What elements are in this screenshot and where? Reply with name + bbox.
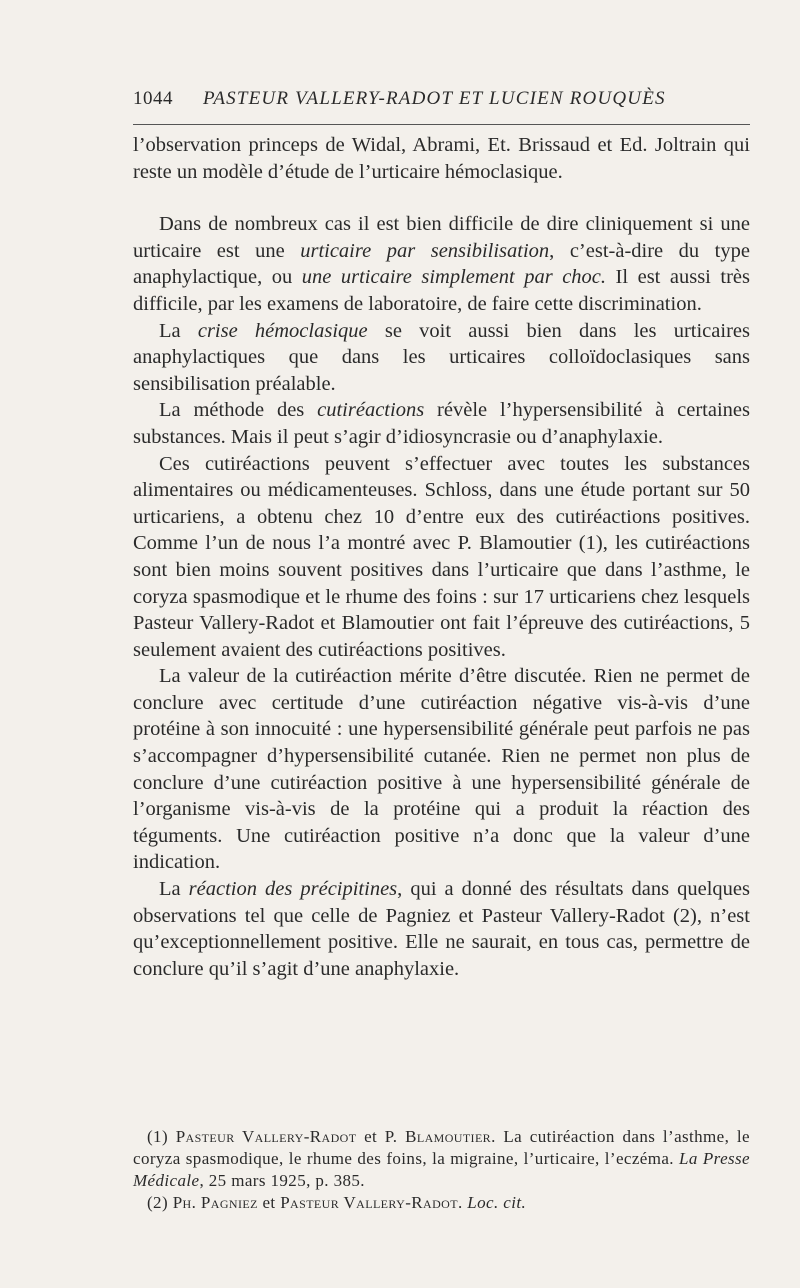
footnote-number: (2) <box>147 1193 173 1212</box>
paragraph-clinical-diagnosis <box>133 211 750 317</box>
paragraph-continued: l’observation princeps de Widal, Abrami, Et. Brissaud et Ed. Joltrain qui reste un modèle d’étude de l’urticaire hémoclasique. <box>133 134 750 183</box>
text-run: Il est aussi très difficile, par les examens de laboratoire, de faire cette discrimination. <box>133 266 750 315</box>
footnote-reference: Loc. cit. <box>467 1193 527 1212</box>
emphasis: réaction des précipitines <box>188 878 398 901</box>
text-run: , 25 mars 1925, p. 385. <box>199 1171 365 1190</box>
header-rule <box>133 124 750 125</box>
emphasis: urticaire par sensibilisation <box>300 239 550 262</box>
emphasis: crise hémoclasique <box>197 319 368 342</box>
footnote-1 <box>133 1126 750 1192</box>
footnote-author: Blamoutier <box>405 1127 492 1146</box>
footnote-2 <box>133 1192 750 1214</box>
running-title: PASTEUR VALLERY-RADOT ET LUCIEN ROUQUÈS <box>203 88 666 109</box>
text-run: se voit aussi bien dans les urticaires anaphylactiques que dans les urticaires colloïdoclasiques sans sensibilisation préalable. <box>133 319 750 395</box>
emphasis: cutiréactions <box>317 399 425 422</box>
text-run: La méthode des <box>159 399 318 422</box>
footnote-number: (1) <box>147 1127 176 1146</box>
paragraph-cutireactions-method <box>133 397 750 450</box>
footnotes <box>133 1126 750 1214</box>
text-run: La <box>159 878 189 901</box>
footnote-journal: La Presse Médicale <box>133 1149 750 1190</box>
text-run: Dans de nombreux cas il est bien difficile de dire cliniquement si une urticaire est une <box>133 213 750 262</box>
paragraph-hemoclasic-crisis <box>133 318 750 398</box>
text-run: La <box>159 319 198 342</box>
footnote-author: Pasteur Vallery-Radot <box>280 1193 458 1212</box>
body-text <box>133 132 750 982</box>
text-run: . <box>457 1193 468 1212</box>
emphasis: une urticaire simplement par choc. <box>301 266 607 289</box>
footnote-author: Ph. Pagniez <box>172 1193 258 1212</box>
text-run: . La cutiréaction dans l’asthme, le coryza spasmodique, le rhume des foins, la migraine, l’urticaire, l’eczéma. <box>133 1127 750 1168</box>
paragraph-precipitins <box>133 876 750 982</box>
paragraph-cutireactions-substances: Ces cutiréactions peuvent s’effectuer avec toutes les substances alimentaires ou médicamenteuses. Schloss, dans une étude portant sur 50 urticariens, a obtenu chez 10 d’entre eux des cutiréactions positives. Comme l’un de nous l’a montré avec P. Blamoutier (1), les cutiréactions sont bien moins souvent positives dans l’urticaire que dans l’asthme, le coryza spasmodique et le rhume des foins : sur 17 urticariens chez lesquels Pasteur Vallery-Radot et Blamoutier ont fait l’épreuve des cutiréactions, 5 seulement avaient des cutiréactions positives. <box>133 452 750 661</box>
text-run: , c’est-à-dire du type anaphylactique, ou <box>133 239 750 289</box>
text-run: et P. <box>356 1127 406 1146</box>
text-run: , qui a donné des résultats dans quelques observations tel que celle de Pagniez et Pasteur Vallery-Radot (2), n’est qu’exceptionnellement positive. Elle ne saurait, en tous cas, permettre de conclure qu’il s’agit d’une anaphylaxie. <box>133 878 750 980</box>
footnote-author: Pasteur Vallery-Radot <box>175 1127 357 1146</box>
page-number: 1044 <box>133 88 173 109</box>
paragraph-cutireaction-value: La valeur de la cutiréaction mérite d’être discutée. Rien ne permet de conclure avec certitude d’une cutiréaction négative vis-à-vis d’une protéine à son innocuité : une hypersensibilité générale peut parfois ne pas s’accompagner d’hypersensibilité cutanée. Rien ne permet non plus de conclure d’une cutiréaction positive à une hypersensibilité générale de l’organisme vis-à-vis de la protéine qui a produit la réaction des téguments. Une cutiréaction positive n’a donc que la valeur d’une indication. <box>133 665 750 874</box>
text-run: révèle l’hypersensibilité à certaines substances. Mais il peut s’agir d’idiosyncrasie ou d’anaphylaxie. <box>133 399 750 448</box>
text-run: et <box>257 1193 281 1212</box>
